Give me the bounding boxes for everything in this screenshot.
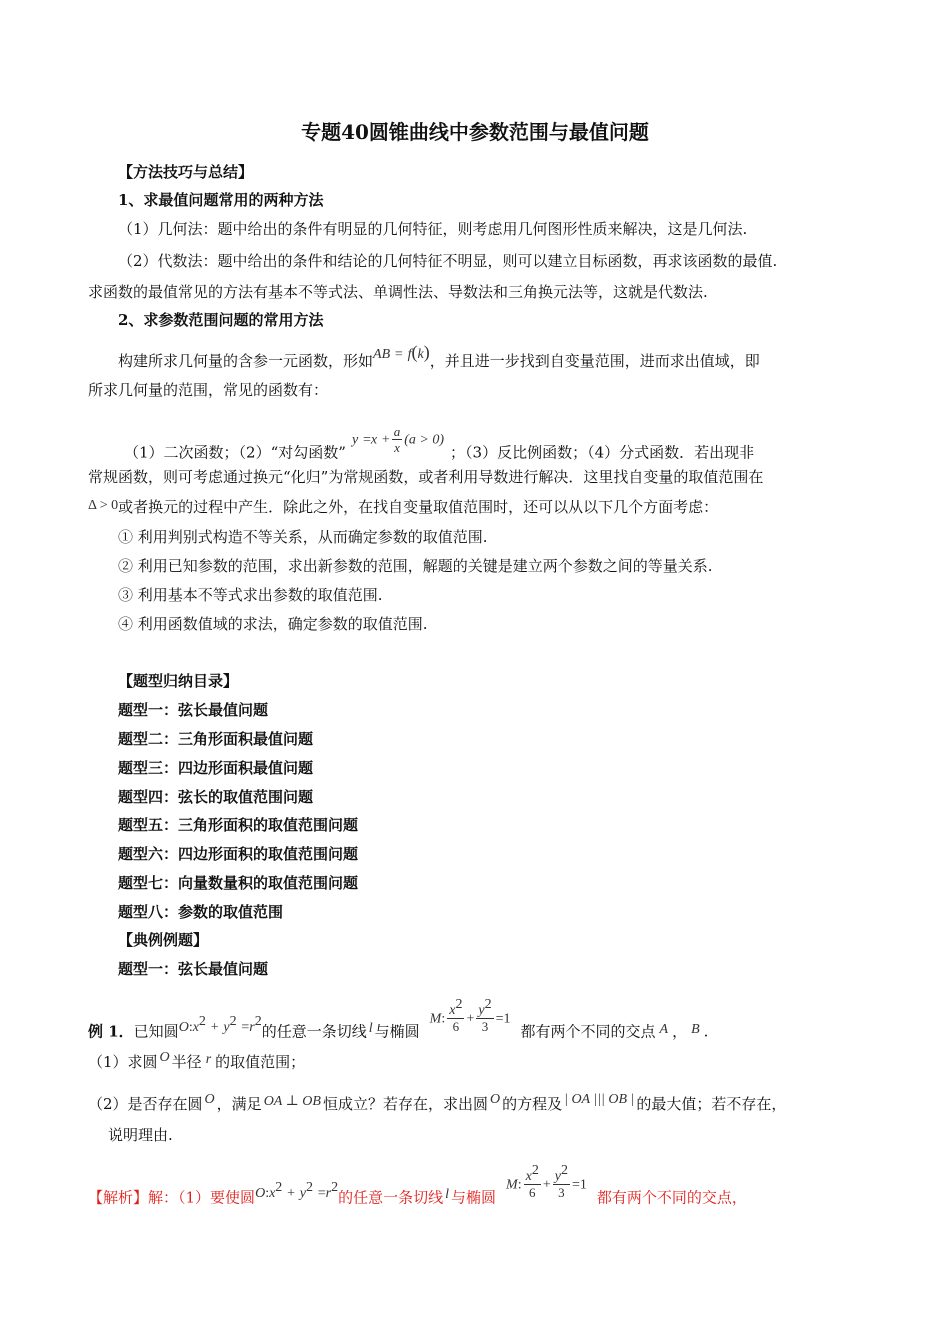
toc-heading: 【题型归纳目录】 <box>118 672 239 690</box>
list-item: ④ 利用函数值域的求法，确定参数的取值范围. <box>118 615 428 633</box>
formula-circle-solution: $O:x^2 + y^2 =r^2$ <box>255 1179 339 1201</box>
methods-heading: 【方法技巧与总结】 <box>118 163 254 181</box>
section-1-title: 1、求最值问题常用的两种方法 <box>118 191 324 209</box>
p1-text-a: 构建所求几何量的含参一元函数，形如 <box>118 352 374 370</box>
formula-ellipse-solution: M: $\frac{x^2}{6}$ + $\frac{y^2}{3}$ =1 <box>506 1163 587 1200</box>
paragraph-2-line-1 <box>124 424 755 469</box>
list-item: ③ 利用基本不等式求出参数的取值范围. <box>118 586 383 604</box>
formula-delta: Δ > 0 <box>88 498 119 513</box>
solution-label: 【解析】 <box>88 1188 149 1207</box>
paragraph-1-line-1 <box>118 342 760 373</box>
p2-text-a: （1）二次函数；（2）“对勾函数” <box>124 443 346 462</box>
p2-text-d: 或者换元的过程中产生．除此之外，在找自变量取值范围时，还可以从以下几个方面考虑： <box>118 498 719 516</box>
example-1-label: 例 1． <box>88 1022 134 1041</box>
toc-item: 题型七：向量数量积的取值范围问题 <box>118 874 359 892</box>
list-item: ② 利用已知参数的范围，求出新参数的范围，解题的关键是建立两个参数之间的等量关系. <box>118 557 713 575</box>
solution-line: 【解析】解：（1）要使圆$O:x^2 + y^2 =r^2$的任意一条切线 l 与椭圆M: $\frac{x^2}{6}$ + $\frac{y^2}{3}$ =1都有两个不同的交点， <box>88 1163 747 1207</box>
formula-ab-fk: AB = f(k) <box>373 342 430 362</box>
formula-product: | OA ||| OB | <box>564 1092 635 1107</box>
example-type-1-title: 题型一：弦长最值问题 <box>118 960 269 978</box>
formula-circle: $O:x^2 + y^2 =r^2$ <box>178 1013 262 1035</box>
question-1: （1）求圆 O 半径 r 的取值范围； <box>88 1050 306 1071</box>
algebraic-method-text-2: 求函数的最值常见的方法有基本不等式法、单调性法、导数法和三角换元法等，这就是代数法. <box>88 283 708 301</box>
p2-text-b: ；（3）反比例函数；（4）分式函数．若出现非 <box>450 443 755 462</box>
examples-heading: 【典例例题】 <box>118 931 209 949</box>
toc-item: 题型三：四边形面积最值问题 <box>118 759 314 777</box>
paragraph-2-line-2: 常规函数，则可考虑通过换元“化归”为常规函数，或者利用导数进行解决．这里找自变量的取值范围在 <box>88 468 764 486</box>
question-2: （2）是否存在圆 O ，满足 OA ⊥ OB 恒成立？若存在，求出圆 O 的方程及 | OA ||| OB | 的最大值；若不存在， <box>88 1092 787 1113</box>
toc-item: 题型四：弦长的取值范围问题 <box>118 788 314 806</box>
geometric-method-text: （1）几何法：题中给出的条件有明显的几何特征，则考虑用几何图形性质来解决，这是几何法. <box>118 220 748 238</box>
section-2-title: 2、求参数范围问题的常用方法 <box>118 311 324 329</box>
toc-item: 题型一：弦长最值问题 <box>118 701 269 719</box>
toc-item: 题型六：四边形面积的取值范围问题 <box>118 845 359 863</box>
algebraic-method-text-1: （2）代数法：题中给出的条件和结论的几何特征不明显，则可以建立目标函数，再求该函数的最值. <box>118 252 778 270</box>
example-1-statement: 例 1．已知圆$O:x^2 + y^2 =r^2$的任意一条切线 l 与椭圆M: $\frac{x^2}{6}$ + $\frac{y^2}{3}$ =1都有两个不同的交点 A ， B . <box>88 997 709 1041</box>
paragraph-1-line-2: 所求几何量的范围，常见的函数有： <box>88 381 329 399</box>
p1-text-b: ，并且进一步找到自变量范围，进而求出值域，即 <box>429 352 760 370</box>
paragraph-2-line-3 <box>88 497 718 519</box>
question-2-continued: 说明理由. <box>108 1126 173 1144</box>
list-item: ① 利用判别式构造不等关系，从而确定参数的取值范围. <box>118 528 488 546</box>
toc-item: 题型五：三角形面积的取值范围问题 <box>118 816 359 834</box>
page-title: 专题40圆锥曲线中参数范围与最值问题 <box>301 120 649 144</box>
formula-perpendicular: OA ⊥ OB <box>263 1094 321 1109</box>
formula-ellipse: M: $\frac{x^2}{6}$ + $\frac{y^2}{3}$ =1 <box>429 997 511 1034</box>
formula-hook-function: y =x + $\frac{a}{x}$ (a > 0) <box>351 424 445 455</box>
toc-item: 题型二：三角形面积最值问题 <box>118 730 314 748</box>
toc-item: 题型八：参数的取值范围 <box>118 903 284 921</box>
